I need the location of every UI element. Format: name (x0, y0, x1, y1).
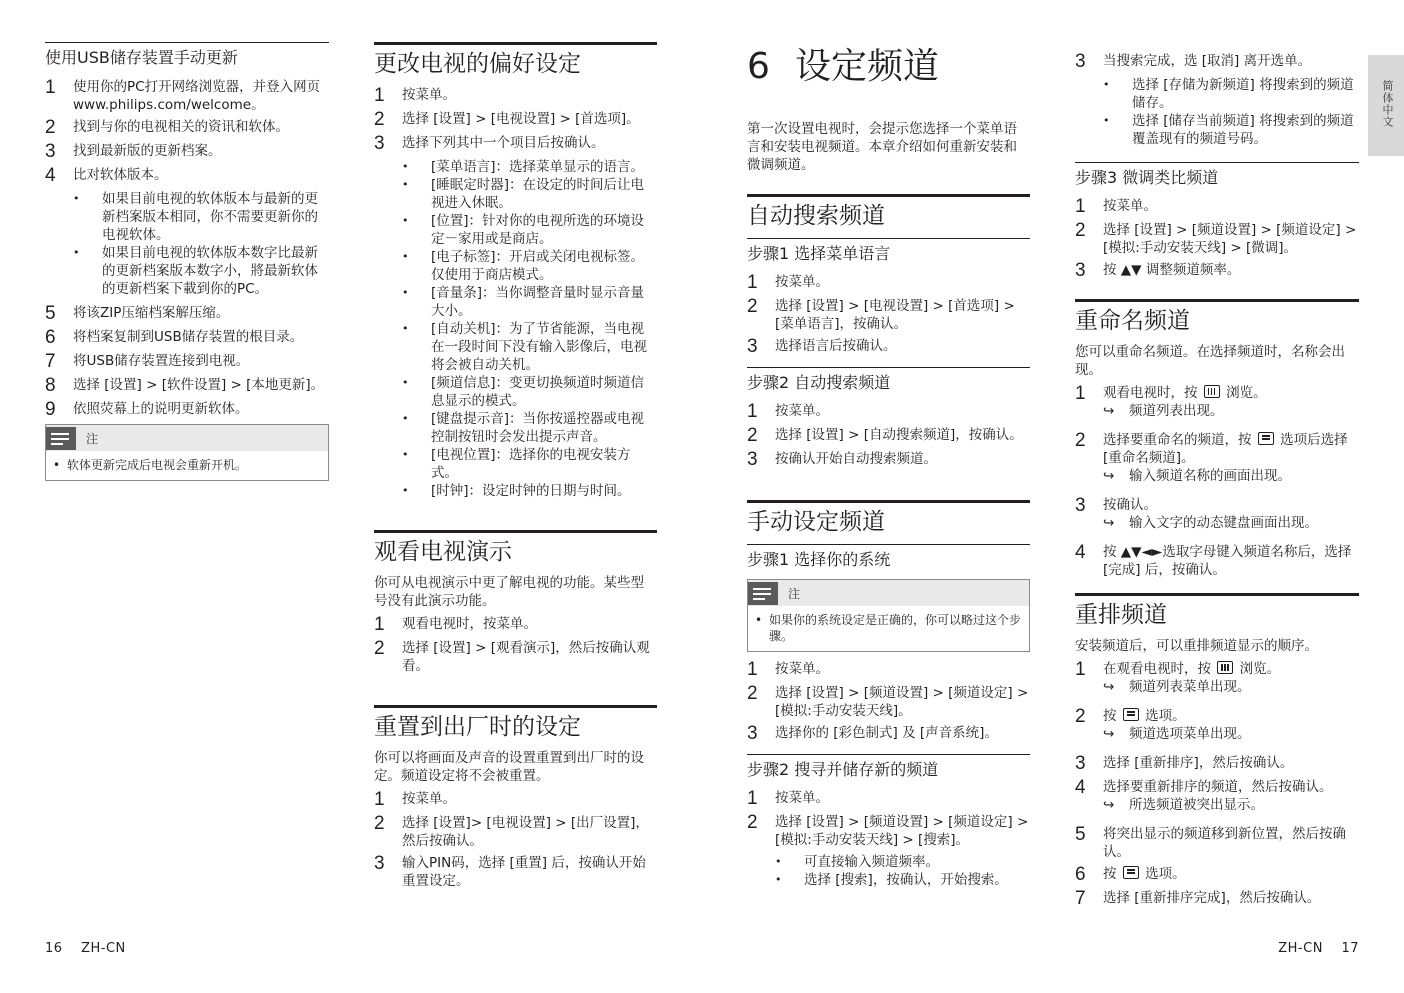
section-factory-reset (374, 705, 657, 890)
section-title: 手动设定频道 (747, 509, 885, 535)
subsection-title: 步骤2 自动搜索频道 (747, 373, 891, 392)
step-result: ↪ 输入文字的动态键盘画面出现。 (1103, 515, 1318, 531)
pref-bullet: • [键盘提示音]：当你按遥控器或电视控制按钮时会发出提示声音。 (402, 411, 645, 445)
note-header (748, 580, 1029, 606)
note-text: • 如果你的系统设定是正确的，你可以略过这个步骤。 (755, 613, 1022, 643)
column-preferences (374, 42, 657, 920)
manual-bullet: • 可直接输入频道频率。 (775, 854, 939, 870)
fine-step: 3 按 ▲▼ 调整频道频率。 (1075, 260, 1241, 281)
usb-step: 4 比对软体版本。 (45, 165, 168, 186)
fine-step: 1 按菜单。 (1075, 196, 1157, 217)
pref-bullet: • [频道信息]：变更切换频道时频道信息显示的模式。 (402, 375, 645, 409)
rename-step: 4 按 ▲▼◄►选取字母键入频道名称后，选择 [完成] 后，按确认。 (1075, 542, 1352, 578)
options-button-icon (1123, 708, 1139, 721)
pref-bullet: • [睡眠定时器]：在设定的时间后让电视进入休眠。 (402, 177, 645, 211)
section-intro: 您可以重命名频道。在选择频道时，名称会出现。 (1075, 344, 1345, 378)
note-label: 注 (788, 586, 801, 601)
usb-step: 7 将USB储存装置连接到电视。 (45, 351, 250, 372)
subsection-title: 步骤2 搜寻并储存新的频道 (747, 760, 939, 779)
auto-step: 2 选择 [设置] > [自动搜索频道]，按确认。 (747, 425, 1023, 446)
manual-step: 1 按菜单。 (747, 659, 829, 680)
note-text: • 软体更新完成后电视会重新开机。 (53, 458, 248, 472)
rename-step: 1 观看电视时，按 浏览。 ↪ 频道列表出现。 (1075, 384, 1359, 421)
step-result: ↪ 频道选项菜单出现。 (1103, 726, 1251, 742)
chapter-title: 设定频道 (795, 46, 940, 87)
section-title: 观看电视演示 (374, 539, 512, 565)
manual-step: 3 选择你的 [彩色制式] 及 [声音系统]。 (747, 723, 998, 744)
reorder-step: 5 将突出显示的频道移到新位置，然后按确认。 (1075, 824, 1346, 860)
manual-step: 2 选择 [设置] > [频道设置] > [频道设定] > [模拟:手动安装天线] > [搜索]。 (747, 812, 1029, 848)
usb-bullet: • 如果目前电视的软体版本与最新的更新档案版本相同，你不需要更新你的电视软体。 (73, 191, 318, 243)
pref-bullet: • [时钟]：设定时钟的日期与时间。 (402, 483, 631, 499)
options-button-icon (1258, 432, 1274, 445)
note-header (46, 425, 328, 451)
auto-step: 3 选择语言后按确认。 (747, 336, 897, 357)
page-footer-left: 16 ZH-CN (45, 941, 126, 956)
pref-bullet: • [音量条]：当你调整音量时显示音量大小。 (402, 285, 645, 319)
column-channel-management (1075, 52, 1359, 939)
section-title: 重命名频道 (1075, 308, 1190, 334)
chapter-number: 6 (747, 46, 770, 87)
reset-step: 1 按菜单。 (374, 789, 456, 810)
note-icon (46, 427, 76, 450)
section-manual-setup (747, 500, 1030, 889)
pref-bullet: • [菜单语言]：选择菜单显示的语言。 (402, 159, 645, 175)
auto-step: 3 按确认开始自动搜索频道。 (747, 449, 937, 470)
auto-step: 2 选择 [设置] > [电视设置] > [首选项] > [菜单语言]，按确认。 (747, 296, 1015, 332)
usb-step: 9 依照荧幕上的说明更新软体。 (45, 399, 249, 420)
usb-step: 2 找到与你的电视相关的资讯和软体。 (45, 117, 289, 138)
manual-step: 3 当搜索完成，选 [取消] 离开选单。 (1075, 51, 1312, 72)
usb-step: 6 将档案复制到USB储存装置的根目录。 (45, 327, 304, 348)
usb-step: 8 选择 [设置] > [软件设置] > [本地更新]。 (45, 375, 325, 396)
section-intro: 安装频道后，可以重排频道显示的顺序。 (1075, 638, 1318, 654)
reorder-step: 3 选择 [重新排序]，然后按确认。 (1075, 753, 1294, 774)
section-title: 自动搜索频道 (747, 203, 885, 229)
reorder-step: 1 在观看电视时，按 浏览。 ↪ 频道列表菜单出现。 (1075, 660, 1359, 697)
fine-step: 2 选择 [设置] > [频道设置] > [频道设定] > [模拟:手动安装天线] > [微调]。 (1075, 220, 1357, 256)
pref-bullet: • [自动关机]：为了节省能源，当电视在一段时间下没有输入影像后，电视将会被自动关机。 (402, 321, 647, 373)
subsection-title: 步骤1 选择你的系统 (747, 550, 891, 569)
reset-step: 3 输入PIN码，选择 [重置] 后，按确认开始重置设定。 (374, 853, 646, 889)
options-button-icon (1123, 866, 1139, 879)
section-rename-channels (1075, 299, 1359, 579)
section-auto-search (747, 194, 1030, 470)
manual-bullet: • 选择 [搜索]，按确认，开始搜索。 (775, 872, 1008, 888)
manual-bullet: • 选择 [存储为新频道] 将搜索到的频道储存。 (1103, 77, 1354, 111)
demo-step: 1 观看电视时，按菜单。 (374, 614, 537, 635)
section-title: 重置到出厂时的设定 (374, 714, 581, 740)
note-box (45, 424, 329, 481)
note-label: 注 (86, 431, 99, 446)
section-preferences (374, 42, 657, 500)
pref-step: 1 按菜单。 (374, 85, 456, 106)
usb-step: 3 找到最新版的更新档案。 (45, 141, 222, 162)
language-tab (1368, 55, 1404, 156)
language-tab-label: 简体中文 (1381, 80, 1394, 128)
section-fine-tune (1075, 162, 1359, 281)
usb-step: 5 将该ZIP压缩档案解压缩。 (45, 303, 230, 324)
page-footer-right: ZH-CN 17 (1278, 941, 1359, 956)
guide-button-icon (1204, 385, 1220, 398)
pref-step: 3 选择下列其中一个项目后按确认。 (374, 133, 605, 154)
section-title: 更改电视的偏好设定 (374, 51, 581, 77)
auto-step: 1 按菜单。 (747, 272, 829, 293)
pref-bullet: • [电视位置]：选择你的电视安装方式。 (402, 447, 631, 481)
section-intro: 你可从电视演示中更了解电视的功能。某些型号没有此演示功能。 (374, 575, 644, 609)
manual-bullet: • 选择 [储存当前频道] 将搜索到的频道覆盖现有的频道号码。 (1103, 113, 1354, 147)
chapter-intro: 第一次设置电视时，会提示您选择一个菜单语言和安装电视频道。本章介绍如何重新安装和微调频道。 (747, 121, 1017, 173)
step-result: ↪ 频道列表菜单出现。 (1103, 679, 1251, 695)
subsection-title: 步骤1 选择菜单语言 (747, 244, 891, 263)
note-icon (748, 582, 778, 605)
usb-step: 1 使用你的PC打开网络浏览器，并登入网页www.philips.com/welcome。 (45, 77, 321, 113)
step-result: ↪ 输入频道名称的画面出现。 (1103, 468, 1291, 484)
usb-update-title: 使用USB储存装置手动更新 (45, 48, 238, 67)
section-title: 重排频道 (1075, 602, 1167, 628)
reset-step: 2 选择 [设置]> [电视设置] > [出厂设置]，然后按确认。 (374, 813, 649, 849)
step-result: ↪ 所选频道被突出显示。 (1103, 797, 1264, 813)
usb-bullet: • 如果目前电视的软体版本数字比最新的更新档案版本数字小，將最新软体的更新档案下載到你的PC。 (73, 245, 318, 297)
section-intro: 你可以将画面及声音的设置重置到出厂时的设定。频道设定将不会被重置。 (374, 750, 644, 784)
demo-step: 2 选择 [设置] > [观看演示]，然后按确认观看。 (374, 638, 650, 674)
note-box (747, 579, 1030, 652)
column-usb-update (45, 42, 329, 481)
rename-step: 2 选择要重命名的频道，按 选项后选择[重命名频道]。 ↪ 输入频道名称的画面出现。 (1075, 431, 1359, 486)
section-demo (374, 530, 657, 675)
pref-bullet: • [位置]：针对你的电视所选的环境设定－家用或是商店。 (402, 213, 645, 247)
auto-step: 1 按菜单。 (747, 401, 829, 422)
pref-step: 2 选择 [设置] > [电视设置] > [首选项]。 (374, 109, 640, 130)
reorder-step: 6 按 选项。 (1075, 864, 1186, 885)
reorder-step: 7 选择 [重新排序完成]，然后按确认。 (1075, 888, 1321, 909)
manual-step: 1 按菜单。 (747, 788, 829, 809)
rename-step: 3 按确认。 ↪ 输入文字的动态键盘画面出现。 (1075, 496, 1359, 533)
reorder-step: 2 按 选项。 ↪ 频道选项菜单出现。 (1075, 707, 1359, 744)
chapter-heading (747, 42, 1030, 90)
section-reorder-channels (1075, 593, 1359, 909)
guide-button-icon (1217, 661, 1233, 674)
reorder-step: 4 选择要重新排序的频道，然后按确认。 ↪ 所选频道被突出显示。 (1075, 778, 1359, 815)
step-result: ↪ 频道列表出现。 (1103, 403, 1224, 419)
manual-step: 2 选择 [设置] > [频道设置] > [频道设定] > [模拟:手动安装天线]。 (747, 683, 1029, 719)
pref-bullet: • [电子标签]：开启或关闭电视标签。仅使用于商店模式。 (402, 249, 645, 283)
subsection-title: 步骤3 微调类比频道 (1075, 168, 1219, 187)
column-channels (747, 42, 1030, 919)
